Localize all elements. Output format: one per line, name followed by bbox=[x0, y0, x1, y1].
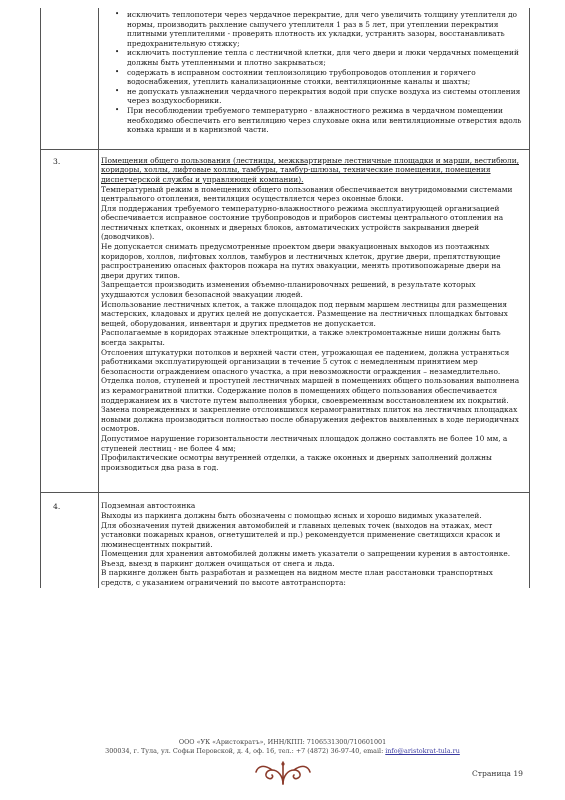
footer-email-link[interactable]: info@aristokrat-tula.ru bbox=[385, 747, 460, 755]
bullet-list bbox=[101, 10, 523, 135]
paragraph: В паркинге должен быть разработан и размещен на видном месте план расстановки транспортных средств, с указанием ограничений по высоте автотранспорта: bbox=[101, 568, 493, 588]
paragraph: Допустимое нарушение горизонтальности лестничных площадок должно составлять не более 10 мм, а ступеней лестниц - не более 4 мм; bbox=[101, 433, 508, 453]
bullet-icon: • bbox=[115, 10, 120, 18]
row-number: 4. bbox=[53, 502, 61, 512]
paragraph: Для поддержания требуемого температурно-влажностного режима эксплуатирующей организацией обеспечивается исправное состояние трубопроводов и приборов системы центрального отопления на лестничных клетках, оконных и дверных блоков, автоматических устройств закрывания дверей (доводчиков). bbox=[101, 203, 504, 242]
list-item: • При несоблюдении требуемого температурно - влажностного режима в чердачном помещении необходимо обеспечить его вентиляцию через слуховые окна или вентиляционные отверстия вдоль конька крыши и в карнизной части. bbox=[115, 105, 522, 135]
paragraph: Использование лестничных клеток, а также площадок под первым маршем лестницы для размещения мастерских, кладовых и других целей не допускается. Размещение на лестничных площадках бытовых вещей, оборудования, инвентаря и других предметов не допускается. bbox=[101, 299, 508, 328]
ornament-icon bbox=[252, 760, 314, 786]
row-number: 3. bbox=[53, 156, 61, 166]
page-number: Страница 19 bbox=[471, 769, 523, 778]
paragraph: Профилактические осмотры внутренней отделки, а также оконных и дверных заполнений должны производиться два раза в год. bbox=[101, 453, 492, 472]
section-heading: Помещения общего пользования (лестницы, межквартирные лестничные площадки и марши, вестибюли, коридоры, холлы, лифтовые холлы, тамбуры, тамбур-шлюзы, технические помещения, помещения диспетчерской службы и управляющей компании). bbox=[101, 155, 519, 184]
table-row bbox=[41, 493, 529, 587]
paragraph: Выходы из паркинга должны быть обозначены с помощью ясных и хорошо видимых указателей. bbox=[101, 510, 482, 520]
page-footer bbox=[0, 738, 565, 756]
bullet-icon: • bbox=[115, 48, 120, 57]
content-table bbox=[40, 8, 530, 588]
table-row bbox=[41, 8, 529, 150]
paragraph: Для обозначения путей движения автомобилей и главных целевых точек (выходов на этажах, мест установки пожарных кранов, огнетушителей и пр.) рекомендуется применение светящихся красок и люминесцентных покрытий. bbox=[101, 520, 501, 549]
section-heading: Подземная автостоянка bbox=[101, 501, 196, 511]
paragraph: Запрещается производить изменения объемно-планировочных решений, в результате которых ухудшаются условия безопасной эвакуации людей. bbox=[101, 280, 476, 300]
footer-company: ООО «УК «Аристократъ», ИНН/КПП: 7106531300/710601001 bbox=[178, 738, 387, 746]
footer-address: 300034, г. Тула, ул. Софьи Перовской, д. 4, оф. 16, тел.: +7 (4872) 36-97-40, email: info@aristokrat-tula.ru bbox=[105, 747, 460, 755]
bullet-icon: • bbox=[115, 86, 120, 95]
paragraph: Отделка полов, ступеней и проступей лестничных маршей в помещениях общего пользования выполнена из керамогранитной плитки. Содержание полов в помещениях общего пользования обеспечивается поддержанием их в чистоте путем выполнения уборки, своевременным восстановлением их покрытий. bbox=[101, 376, 520, 405]
list-item: • не допускать увлажнения чердачного перекрытия водой при спуске воздуха из системы отопления через воздухосборники. bbox=[115, 86, 521, 106]
list-item: • исключить теплопотери через чердачное перекрытие, для чего увеличить толщину утеплителя до нормы, производить рыхление сыпучего утеплителя 1 раз в 5 лет, при утеплении перекрытия плитными утеплителями - проверять плотность их укладки, устранять зазоры, восстанавливать предохранительную стяжку; bbox=[115, 10, 518, 48]
paragraph: Замена поврежденных и закрепление отслоившихся керамогранитных плиток на лестничных площадках новыми должна производиться полностью после обнаружения дефектов выявленных в ходе периодичных осмотров. bbox=[101, 405, 519, 434]
paragraph: Температурный режим в помещениях общего пользования обеспечивается внутридомовыми системами центрального отопления, вентиляция осуществляется через оконные блоки. bbox=[101, 184, 513, 204]
paragraph: Отслоения штукатурки потолков и верхней части стен, угрожающая ее падением, должна устраняться работниками эксплуатирующей организации в течение 5 суток с немедленным принятием мер безопасности ограждением опасного участка, а при невозможности ограждения – незамедлительно. bbox=[101, 347, 510, 376]
bullet-icon: • bbox=[115, 105, 120, 114]
list-item: • содержать в исправном состоянии теплоизоляцию трубопроводов отопления и горячего водоснабжения, утеплить канализационные стояки, вентиляционные каналы и шахты; bbox=[115, 67, 476, 87]
bullet-icon: • bbox=[115, 67, 120, 76]
paragraph: Въезд, выезд в паркинг должен очищаться от снега и льда. bbox=[101, 558, 335, 568]
paragraph: Не допускается снимать предусмотренные проектом двери эвакуационных выходов из поэтажных коридоров, холлов, лифтовых холлов, тамбуров и лестничных клеток, другие двери, препятствующие распространению опасных факторов пожара на путях эвакуации, менять противопожарные двери на двери других типов. bbox=[101, 242, 501, 280]
table-row bbox=[41, 150, 529, 494]
list-item: • исключить поступление тепла с лестничной клетки, для чего двери и люки чердачных помещений должны быть утепленными и плотно закрываться; bbox=[115, 48, 519, 67]
paragraph: Располагаемые в коридорах этажные электрощитки, а также электромонтажные ниши должны быть всегда закрыты. bbox=[101, 328, 501, 347]
paragraph: Помещения для хранения автомобилей должны иметь указатели о запрещении курения в автостоянке. bbox=[101, 549, 511, 559]
